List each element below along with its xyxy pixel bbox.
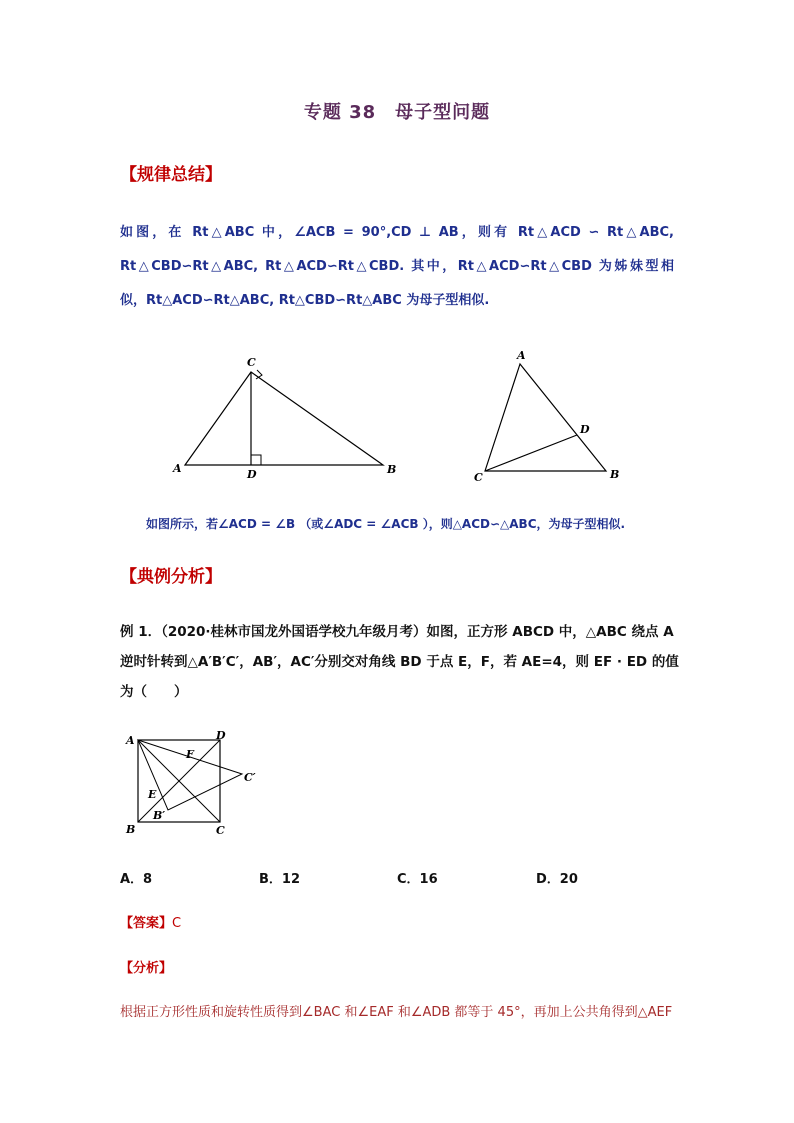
label-b-3: B <box>126 823 136 836</box>
analysis-tag: 【分析】 <box>120 961 173 976</box>
label-c-3: C <box>216 824 225 837</box>
right-angle-mark-d <box>251 455 261 465</box>
figure-square-rotation <box>120 728 270 840</box>
example-line-3: 为（ ） <box>120 684 188 700</box>
label-c: C <box>247 356 256 369</box>
example-question <box>120 617 680 707</box>
label-a: A <box>173 462 182 475</box>
option-a[interactable]: A．8 <box>120 872 153 887</box>
label-d: D <box>247 468 257 481</box>
summary-line-2: Rt△CBD∽Rt△ABC, Rt△ACD∽Rt△CBD. 其中，Rt△ACD∽Rt△CBD 为姊妹型相 <box>120 259 674 274</box>
section-heading-examples: 【典例分析】 <box>120 567 222 587</box>
label-d-2: D <box>580 423 590 436</box>
label-d-3: D <box>216 729 226 742</box>
label-c-prime: C′ <box>244 771 256 784</box>
figure-right-triangle <box>170 352 400 482</box>
answer-row <box>120 912 181 931</box>
analysis-text: 根据正方形性质和旋转性质得到∠BAC 和∠EAF 和∠ADB 都等于 45°，再加上公共角得到△AEF <box>120 1005 673 1020</box>
figure-caption: 如图所示，若∠ACD = ∠B （或∠ADC = ∠ACB ），则△ACD∽△ABC，为母子型相似. <box>146 517 626 531</box>
label-b: B <box>387 463 397 476</box>
label-a-3: A <box>126 734 135 747</box>
section-heading-summary: 【规律总结】 <box>120 165 222 185</box>
option-b[interactable]: B．12 <box>259 872 300 887</box>
option-c[interactable]: C．16 <box>397 872 438 887</box>
example-line-2: 逆时针转到△A′B′C′，AB′，AC′分别交对角线 BD 于点 E，F，若 AE=4，则 EF · ED 的值 <box>120 654 679 670</box>
summary-line-3: 似，Rt△ACD∽Rt△ABC, Rt△CBD∽Rt△ABC 为母子型相似. <box>120 293 490 308</box>
triangle-abc <box>185 372 383 465</box>
label-f-3: F <box>186 748 194 761</box>
label-e-3: E <box>148 788 157 801</box>
label-b-2: B <box>610 468 620 481</box>
summary-line-1: 如图，在 Rt△ABC 中，∠ACB = 90°,CD ⊥ AB，则有 Rt△ACD ∽ Rt△ABC, <box>120 225 674 240</box>
example-line-1: 例 1．（2020·桂林市国龙外国语学校九年级月考）如图，正方形 ABCD 中，△ABC 绕点 A <box>120 624 674 640</box>
triangle-abc-2 <box>485 364 606 471</box>
label-b-prime: B′ <box>153 809 166 822</box>
answer-tag: 【答案】 <box>120 916 173 931</box>
label-c-2: C <box>474 471 483 484</box>
summary-paragraph <box>120 216 674 318</box>
option-d[interactable]: D．20 <box>536 872 578 887</box>
page-title: 专题 38 母子型问题 <box>303 102 491 123</box>
answer-value: C <box>172 916 182 931</box>
figure-cevian-triangle <box>470 348 630 486</box>
segment-cd <box>485 435 577 471</box>
label-a-2: A <box>517 349 526 362</box>
